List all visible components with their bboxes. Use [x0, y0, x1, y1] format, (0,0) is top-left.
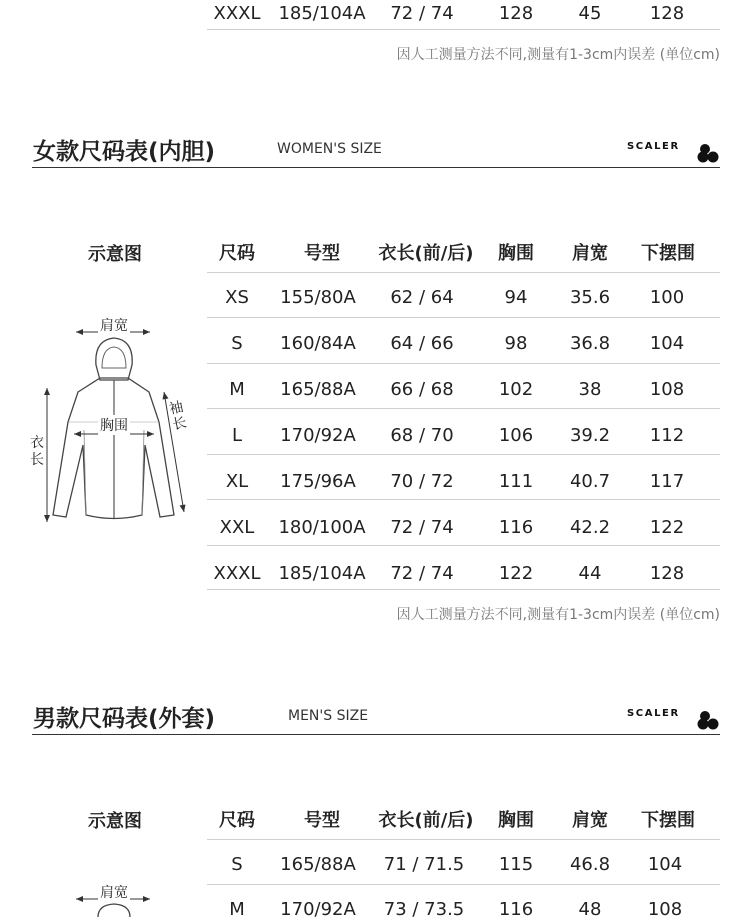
table-cell: 98: [504, 333, 528, 354]
table-cell: 122: [649, 517, 685, 538]
table-cell: 102: [498, 379, 534, 400]
table-cell: 70 / 72: [390, 471, 454, 492]
length-label: 衣长: [30, 435, 44, 468]
column-header: 号型: [304, 810, 340, 831]
row-divider: [207, 545, 720, 546]
table-cell: 160/84A: [280, 333, 356, 354]
column-header: 衣长(前/后): [378, 243, 474, 264]
table-cell: 46.8: [569, 854, 611, 875]
table-cell: 39.2: [569, 425, 611, 446]
table-cell: XXXL: [213, 563, 261, 584]
table-cell: 72 / 74: [390, 517, 454, 538]
table-cell: 68 / 70: [390, 425, 454, 446]
table-cell: 185/104A: [278, 3, 366, 24]
table-cell: 185/104A: [278, 563, 366, 584]
table-cell: M: [229, 899, 245, 920]
column-header: 号型: [304, 243, 340, 264]
table-cell: 64 / 66: [390, 333, 454, 354]
table-cell: L: [231, 425, 243, 446]
table-cell: 117: [649, 471, 685, 492]
table-cell: 128: [649, 563, 685, 584]
table-cell: 48: [578, 899, 602, 920]
table-cell: 35.6: [569, 287, 611, 308]
table-cell: 108: [649, 379, 685, 400]
table-cell: XXXL: [213, 3, 261, 24]
scaler-logo-icon: [627, 138, 722, 168]
row-divider: [207, 884, 720, 885]
table-cell: M: [229, 379, 245, 400]
table-cell: 170/92A: [280, 425, 356, 446]
table-cell: 106: [498, 425, 534, 446]
scaler-logo-icon: [627, 705, 722, 735]
table-cell: 72 / 74: [390, 563, 454, 584]
men-section-subtitle: MEN'S SIZE: [288, 708, 369, 724]
column-header: 下摆围: [641, 243, 695, 264]
table-cell: 165/88A: [280, 854, 356, 875]
table-cell: 38: [578, 379, 602, 400]
table-cell: 180/100A: [278, 517, 366, 538]
table-cell: S: [231, 333, 243, 354]
table-cell: 45: [578, 3, 602, 24]
column-header: 衣长(前/后): [378, 810, 474, 831]
table-cell: 62 / 64: [390, 287, 454, 308]
row-divider: [207, 408, 720, 409]
table-cell: 111: [498, 471, 534, 492]
row-divider: [207, 499, 720, 500]
column-header: 肩宽: [572, 810, 608, 831]
table-cell: 170/92A: [280, 899, 356, 920]
table-cell: 100: [649, 287, 685, 308]
women-section-title: 女款尺码表(内胆): [33, 139, 216, 165]
table-cell: 104: [649, 333, 685, 354]
women-section-subtitle: WOMEN'S SIZE: [277, 141, 382, 157]
shoulder-label: 肩宽: [98, 315, 130, 335]
table-cell: 73 / 73.5: [383, 899, 465, 920]
table-cell: 36.8: [569, 333, 611, 354]
table-cell: 71 / 71.5: [383, 854, 465, 875]
column-header: 胸围: [498, 810, 534, 831]
table-cell: 108: [647, 899, 683, 920]
row-divider: [207, 589, 720, 590]
column-header: 胸围: [498, 243, 534, 264]
row-divider: [207, 454, 720, 455]
table-cell: 155/80A: [280, 287, 356, 308]
diagram-label: 示意图: [88, 244, 142, 265]
measurement-note: 因人工测量方法不同,测量有1-3cm内误差 (单位cm): [396, 47, 720, 63]
table-cell: 116: [498, 899, 534, 920]
table-cell: 42.2: [569, 517, 611, 538]
column-header: 尺码: [219, 810, 255, 831]
table-cell: 104: [647, 854, 683, 875]
section-title-rule: [32, 734, 720, 735]
column-header: 尺码: [219, 243, 255, 264]
table-cell: 128: [649, 3, 685, 24]
men-section-title: 男款尺码表(外套): [33, 706, 216, 732]
section-title-rule: [32, 167, 720, 168]
table-cell: 94: [504, 287, 528, 308]
table-cell: 66 / 68: [390, 379, 454, 400]
svg-text:SCALER: SCALER: [627, 141, 680, 152]
row-divider: [207, 363, 720, 364]
table-cell: S: [231, 854, 243, 875]
table-cell: 165/88A: [280, 379, 356, 400]
svg-text:SCALER: SCALER: [627, 708, 680, 719]
table-cell: 116: [498, 517, 534, 538]
table-cell: 115: [498, 854, 534, 875]
table-cell: 44: [578, 563, 602, 584]
header-divider: [207, 839, 720, 840]
shoulder-label: 肩宽: [98, 882, 130, 902]
header-divider: [207, 272, 720, 273]
chest-label: 胸围: [98, 415, 130, 435]
table-cell: 72 / 74: [390, 3, 454, 24]
jacket-diagram: [28, 310, 198, 530]
brand-logo: [627, 138, 722, 168]
table-cell: 175/96A: [280, 471, 356, 492]
row-divider: [207, 29, 720, 30]
table-cell: XS: [225, 287, 249, 308]
row-divider: [207, 317, 720, 318]
sleeve-label: 袖长: [167, 399, 189, 434]
brand-logo: [627, 705, 722, 735]
measurement-note: 因人工测量方法不同,测量有1-3cm内误差 (单位cm): [396, 607, 720, 623]
jacket-diagram: [28, 877, 198, 917]
diagram-label: 示意图: [88, 811, 142, 832]
table-cell: 122: [498, 563, 534, 584]
table-cell: 40.7: [569, 471, 611, 492]
table-cell: 112: [649, 425, 685, 446]
table-cell: 128: [498, 3, 534, 24]
column-header: 肩宽: [572, 243, 608, 264]
column-header: 下摆围: [641, 810, 695, 831]
table-cell: XL: [225, 471, 249, 492]
table-cell: XXL: [219, 517, 255, 538]
